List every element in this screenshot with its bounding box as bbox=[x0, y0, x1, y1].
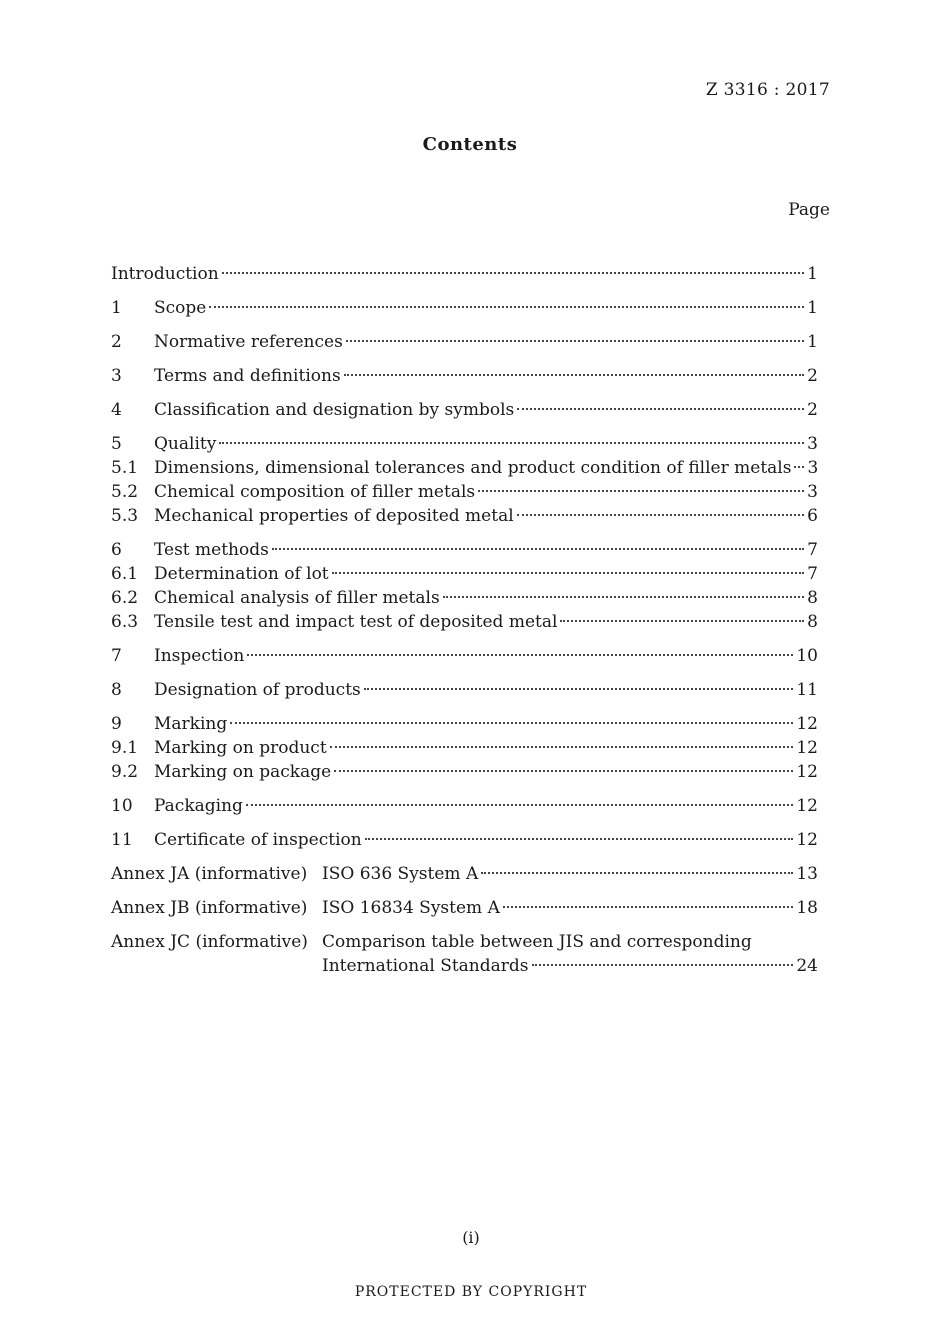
copyright-notice: PROTECTED BY COPYRIGHT bbox=[354, 1284, 588, 1300]
toc-entry-introduction[interactable] bbox=[111, 262, 818, 286]
toc-entry-annex-jb[interactable] bbox=[111, 896, 818, 920]
toc-entry-page: 12 bbox=[796, 830, 818, 850]
annex-label: Annex JA (informative) bbox=[111, 864, 308, 884]
toc-entry-title: Tensile test and impact test of deposited metal bbox=[154, 612, 558, 632]
toc-entry-number: 11 bbox=[111, 830, 133, 850]
toc-entry-number: 1 bbox=[111, 298, 122, 318]
dot-leader bbox=[503, 906, 794, 908]
toc-entry-page: 3 bbox=[807, 434, 818, 454]
toc-entry-page: 12 bbox=[796, 738, 818, 758]
toc-entry-number: 4 bbox=[111, 400, 122, 420]
toc-entry-page: 24 bbox=[796, 956, 818, 976]
toc-entry-number: 5.2 bbox=[111, 482, 139, 502]
dot-leader bbox=[532, 964, 794, 966]
toc-entry-number: 5 bbox=[111, 434, 122, 454]
dot-leader bbox=[246, 804, 793, 806]
toc-entry-number: 9.1 bbox=[111, 738, 139, 758]
toc-entry-page: 13 bbox=[796, 864, 818, 884]
dot-leader bbox=[222, 272, 805, 274]
toc-entry-number: 6.1 bbox=[111, 564, 139, 584]
toc-entry-title: Chemical analysis of filler metals bbox=[154, 588, 440, 608]
toc-entry-page: 10 bbox=[796, 646, 818, 666]
toc-entry-5[interactable] bbox=[111, 432, 818, 456]
toc-entry-title: Introduction bbox=[111, 264, 219, 284]
toc-entry-title: Packaging bbox=[154, 796, 243, 816]
toc-entry-title: Mechanical properties of deposited metal bbox=[154, 506, 514, 526]
table-of-contents bbox=[111, 262, 818, 978]
toc-entry-number: 9.2 bbox=[111, 762, 139, 782]
toc-entry-title: Test methods bbox=[154, 540, 269, 560]
dot-leader bbox=[209, 306, 804, 308]
toc-entry-page: 8 bbox=[807, 612, 818, 632]
annex-label: Annex JC (informative) bbox=[111, 932, 308, 952]
toc-entry-title: Certificate of inspection bbox=[154, 830, 362, 850]
toc-entry-title: Quality bbox=[154, 434, 217, 454]
toc-entry-title: Marking on product bbox=[154, 738, 327, 758]
toc-entry-number: 7 bbox=[111, 646, 122, 666]
page-folio: (i) bbox=[462, 1228, 480, 1247]
dot-leader bbox=[346, 340, 804, 342]
dot-leader bbox=[247, 654, 793, 656]
toc-entry-title: Classification and designation by symbols bbox=[154, 400, 515, 420]
toc-entry-title: Terms and definitions bbox=[154, 366, 341, 386]
toc-entry-number: 5.1 bbox=[111, 458, 139, 478]
toc-entry-11[interactable] bbox=[111, 828, 818, 852]
toc-entry-title: Scope bbox=[154, 298, 207, 318]
toc-entry-annex-jc[interactable] bbox=[111, 930, 818, 954]
dot-leader bbox=[443, 596, 805, 598]
toc-entry-page: 18 bbox=[796, 898, 818, 918]
dot-leader bbox=[364, 688, 794, 690]
toc-entry-number: 6.3 bbox=[111, 612, 139, 632]
toc-entry-annex-jc-continued[interactable] bbox=[111, 954, 818, 978]
toc-entry-title: Marking bbox=[154, 714, 228, 734]
toc-entry-annex-ja[interactable] bbox=[111, 862, 818, 886]
dot-leader bbox=[560, 620, 804, 622]
toc-entry-page: 12 bbox=[796, 796, 818, 816]
toc-entry-title: Chemical composition of filler metals bbox=[154, 482, 476, 502]
toc-entry-7[interactable] bbox=[111, 644, 818, 668]
page-column-label: Page bbox=[788, 200, 830, 220]
toc-entry-8[interactable] bbox=[111, 678, 818, 702]
toc-entry-1[interactable] bbox=[111, 296, 818, 320]
toc-entry-page: 1 bbox=[807, 332, 818, 352]
toc-entry-number: 5.3 bbox=[111, 506, 139, 526]
toc-entry-6-2[interactable] bbox=[111, 586, 818, 610]
toc-entry-number: 8 bbox=[111, 680, 122, 700]
dot-leader bbox=[794, 466, 804, 468]
toc-entry-page: 12 bbox=[796, 714, 818, 734]
dot-leader bbox=[344, 374, 805, 376]
toc-entry-number: 10 bbox=[111, 796, 133, 816]
dot-leader bbox=[332, 572, 805, 574]
toc-entry-number: 6.2 bbox=[111, 588, 139, 608]
toc-entry-9-1[interactable] bbox=[111, 736, 818, 760]
toc-entry-title: Designation of products bbox=[154, 680, 361, 700]
toc-entry-6-3[interactable] bbox=[111, 610, 818, 634]
toc-entry-9-2[interactable] bbox=[111, 760, 818, 784]
dot-leader bbox=[230, 722, 793, 724]
dot-leader bbox=[334, 770, 793, 772]
toc-entry-page: 2 bbox=[807, 366, 818, 386]
standard-number: Z 3316 : 2017 bbox=[705, 80, 830, 100]
toc-entry-number: 3 bbox=[111, 366, 122, 386]
toc-entry-title: Inspection bbox=[154, 646, 245, 666]
toc-entry-page: 2 bbox=[807, 400, 818, 420]
toc-entry-4[interactable] bbox=[111, 398, 818, 422]
toc-entry-page: 3 bbox=[807, 482, 818, 502]
dot-leader bbox=[219, 442, 804, 444]
toc-entry-2[interactable] bbox=[111, 330, 818, 354]
toc-entry-9[interactable] bbox=[111, 712, 818, 736]
toc-entry-3[interactable] bbox=[111, 364, 818, 388]
toc-entry-6-1[interactable] bbox=[111, 562, 818, 586]
dot-leader bbox=[272, 548, 804, 550]
toc-entry-5-3[interactable] bbox=[111, 504, 818, 528]
annex-label: Annex JB (informative) bbox=[111, 898, 308, 918]
toc-entry-title: ISO 636 System A bbox=[322, 864, 479, 884]
dot-leader bbox=[365, 838, 794, 840]
toc-entry-number: 2 bbox=[111, 332, 122, 352]
toc-entry-page: 7 bbox=[807, 564, 818, 584]
toc-entry-title-line2: International Standards bbox=[322, 956, 529, 976]
toc-entry-number: 6 bbox=[111, 540, 122, 560]
toc-entry-title: Dimensions, dimensional tolerances and product condition of filler metals bbox=[154, 458, 792, 478]
toc-entry-title: ISO 16834 System A bbox=[322, 898, 500, 918]
toc-entry-title: Normative references bbox=[154, 332, 343, 352]
toc-entry-page: 7 bbox=[807, 540, 818, 560]
toc-entry-page: 1 bbox=[807, 264, 818, 284]
toc-entry-5-1[interactable] bbox=[111, 456, 818, 480]
toc-entry-title: Marking on package bbox=[154, 762, 332, 782]
dot-leader bbox=[517, 408, 804, 410]
toc-entry-page: 12 bbox=[796, 762, 818, 782]
dot-leader bbox=[330, 746, 794, 748]
toc-title: Contents bbox=[422, 134, 518, 155]
toc-entry-page: 1 bbox=[807, 298, 818, 318]
toc-entry-page: 8 bbox=[807, 588, 818, 608]
toc-entry-5-2[interactable] bbox=[111, 480, 818, 504]
dot-leader bbox=[517, 514, 805, 516]
dot-leader bbox=[481, 872, 793, 874]
dot-leader bbox=[478, 490, 804, 492]
toc-entry-page: 11 bbox=[796, 680, 818, 700]
toc-entry-page: 3 bbox=[807, 458, 819, 478]
toc-entry-page: 6 bbox=[807, 506, 818, 526]
toc-entry-title: Determination of lot bbox=[154, 564, 329, 584]
toc-entry-10[interactable] bbox=[111, 794, 818, 818]
toc-entry-number: 9 bbox=[111, 714, 122, 734]
toc-entry-title-line1: Comparison table between JIS and corresponding bbox=[322, 932, 752, 952]
toc-entry-6[interactable] bbox=[111, 538, 818, 562]
